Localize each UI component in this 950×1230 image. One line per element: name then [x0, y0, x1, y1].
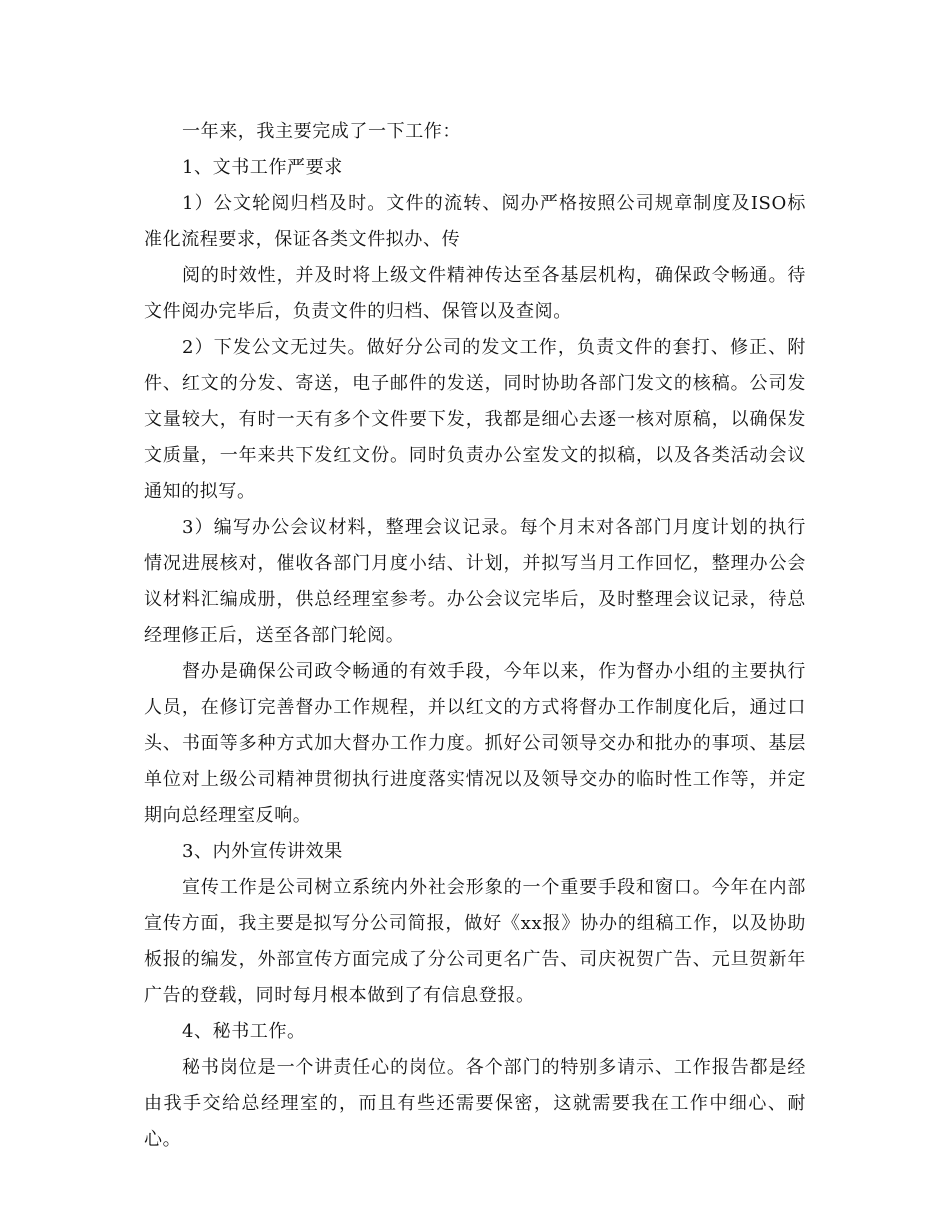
heading-document-work: 1、文书工作严要求 [182, 157, 343, 178]
heading-publicity: 3、内外宣传讲效果 [182, 841, 343, 862]
paragraph-secretary-work: 秘书岗位是一个讲责任心的岗位。各个部门的特别多请示、工作报告都是经由我手交给总经理室的，而且有些还需要保密，这就需要我在工作中细心、耐心。 [144, 1057, 806, 1150]
paragraph-intro: 一年来，我主要完成了一下工作： [182, 121, 461, 142]
paragraph-archiving-part1: 1）公文轮阅归档及时。文件的流转、阅办严格按照公司规章制度及ISO标准化流程要求，保证各类文件拟办、传 [144, 193, 806, 250]
document-body [144, 114, 806, 1158]
paragraph-archiving-part2: 阅的时效性，并及时将上级文件精神传达至各基层机构，确保政令畅通。待文件阅办完毕后，负责文件的归档、保管以及查阅。 [144, 265, 806, 322]
heading-secretary-work: 4、秘书工作。 [182, 1021, 306, 1042]
paragraph-meeting-materials: 3）编写办公会议材料，整理会议记录。每个月末对各部门月度计划的执行情况进展核对，催收各部门月度小结、计划，并拟写当月工作回忆，整理办公会议材料汇编成册，供总经理室参考。办公会议完毕后，及时整理会议记录，待总经理修正后，送至各部门轮阅。 [144, 517, 806, 646]
paragraph-supervision: 督办是确保公司政令畅通的有效手段，今年以来，作为督办小组的主要执行人员，在修订完善督办工作规程，并以红文的方式将督办工作制度化后，通过口头、书面等多种方式加大督办工作力度。抓好公司领导交办和批办的事项、基层单位对上级公司精神贯彻执行进度落实情况以及领导交办的临时性工作等，并定期向总经理室反响。 [144, 661, 806, 826]
paragraph-issuing-documents: 2）下发公文无过失。做好分公司的发文工作，负责文件的套打、修正、附件、红文的分发、寄送，电子邮件的发送，同时协助各部门发文的核稿。公司发文量较大，有时一天有多个文件要下发，我都是细心去逐一核对原稿，以确保发文质量，一年来共下发红文份。同时负责办公室发文的拟稿，以及各类活动会议通知的拟写。 [144, 337, 806, 502]
paragraph-publicity: 宣传工作是公司树立系统内外社会形象的一个重要手段和窗口。今年在内部宣传方面，我主要是拟写分公司简报，做好《xx报》协办的组稿工作，以及协助板报的编发，外部宣传方面完成了分公司更名广告、司庆祝贺广告、元旦贺新年广告的登载，同时每月根本做到了有信息登报。 [144, 877, 806, 1006]
